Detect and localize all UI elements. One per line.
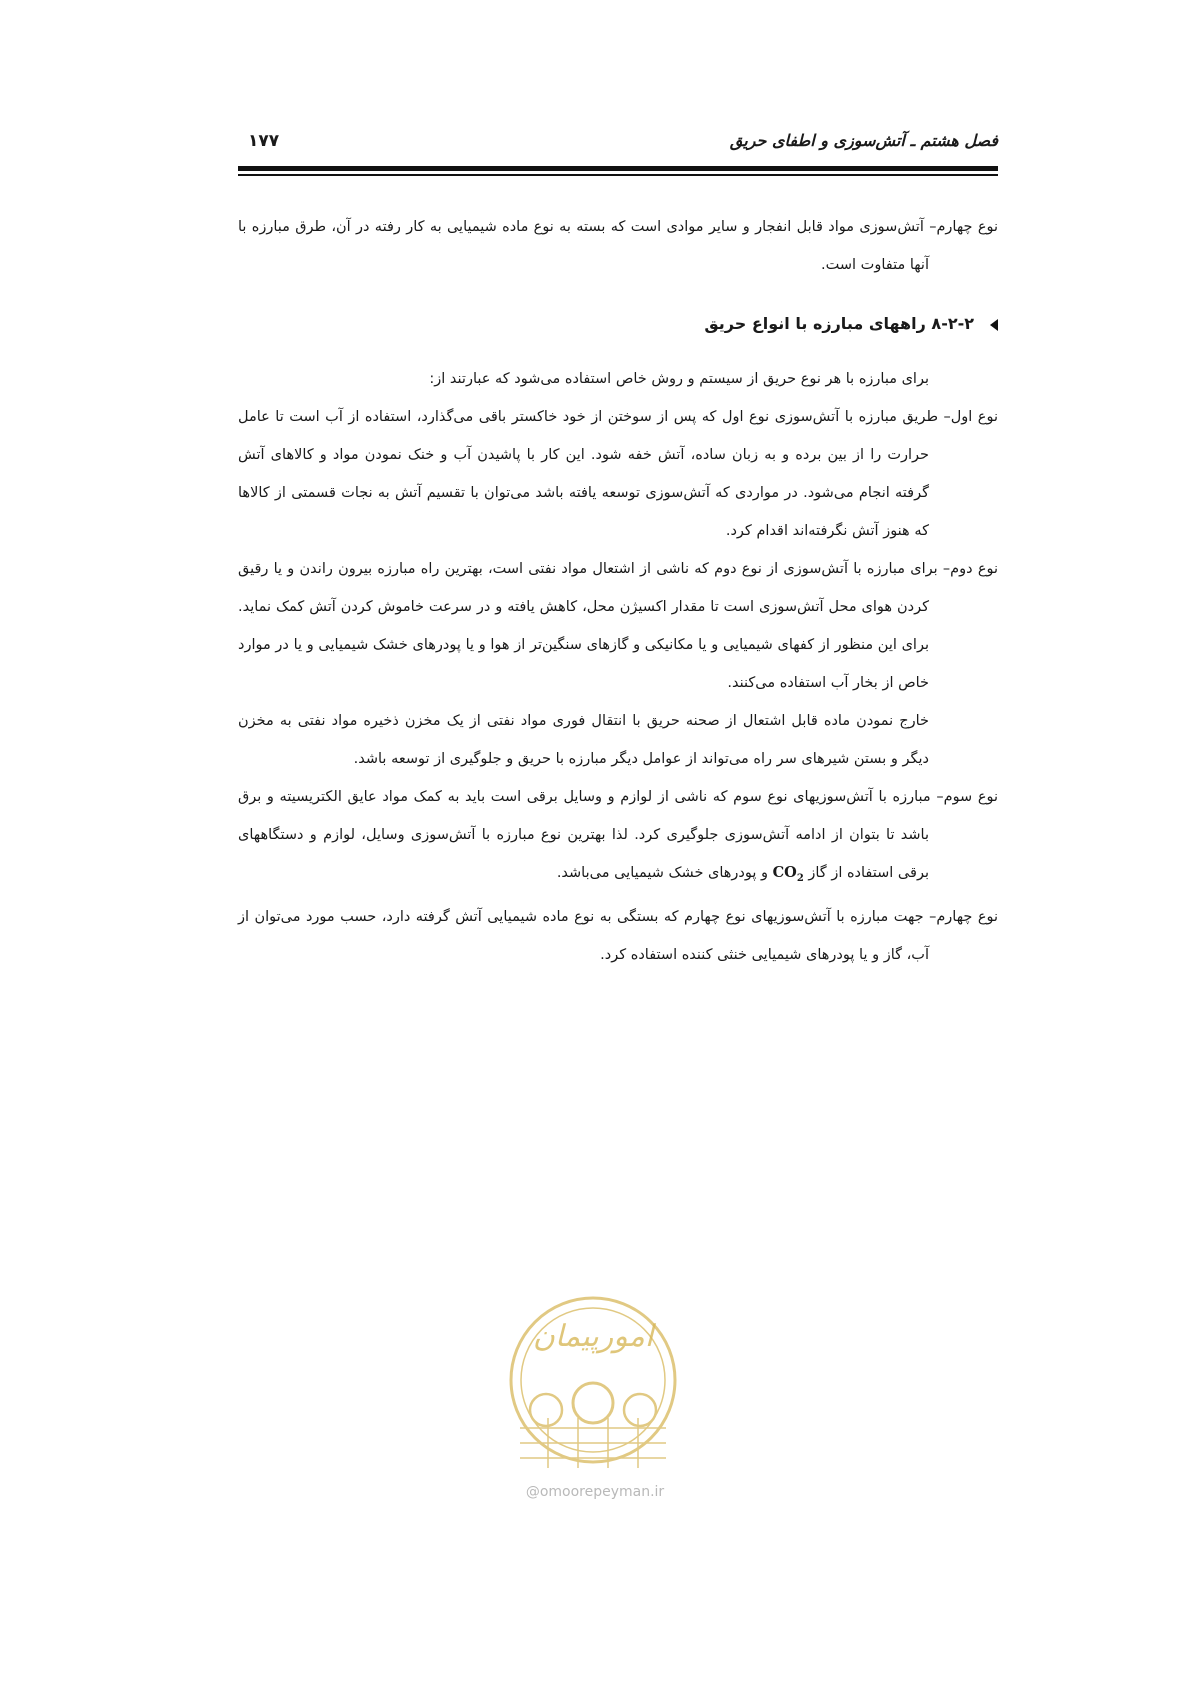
watermark-logo: [488, 1288, 698, 1478]
section-heading: [238, 306, 998, 342]
item-text-tail: و پودرهای خشک شیمیایی می‌باشد.: [556, 865, 769, 881]
item-label: نوع چهارم–: [929, 908, 998, 925]
excavator-gear-icon: [624, 1394, 656, 1426]
page-number: ۱۷۷: [248, 131, 280, 151]
bullet-triangle-icon: [990, 319, 998, 331]
paragraph-type2-extra: [238, 702, 998, 778]
page-header: [238, 128, 998, 154]
item-text: مبارزه با آتش‌سوزیهای نوع سوم که ناشی از لوازم و وسایل برقی است باید به کمک مواد عایق الکتریسیته و برق باشد تا بتوان از ادامه آتش‌سوزی جلوگیری کرد. لذا بهترین نوع مبارزه با آتش‌سوزی وسایل، لوازم و دستگاههای برقی استفاده از گاز: [238, 789, 931, 881]
header-rule-thick: [238, 166, 998, 171]
section-intro: [238, 360, 998, 398]
section-intro-text: برای مبارزه با هر نوع حریق از سیستم و روش خاص استفاده می‌شود که عبارتند از:: [429, 371, 929, 387]
chapter-title: فصل هشتم ـ آتش‌سوزی و اطفای حریق: [729, 131, 998, 150]
scales-gear-icon: [530, 1394, 562, 1426]
co2-main: CO: [772, 864, 797, 881]
item-text: برای مبارزه با آتش‌سوزی از نوع دوم که ناشی از اشتعال مواد نفتی است، بهترین راه مبارزه بیرون راندن و یا رقیق کردن هوای محل آتش‌سوزی است تا مقدار اکسیژن محل، کاهش یافته و در سرعت خاموش کردن آتش کمک نماید. برای این منظور از کفهای شیمیایی و یا مکانیکی و گازهای سنگین‌تر از هوا و یا پودرهای خشک شیمیایی و یا در موارد خاص از بخار آب استفاده می‌کنند.: [238, 561, 938, 691]
paragraph-type4: [238, 898, 998, 974]
paragraph-type2: [238, 550, 998, 702]
item-text: خارج نمودن ماده قابل اشتعال از صحنه حریق با انتقال فوری مواد نفتی از یک مخزن ذخیره مواد نفتی به مخزن دیگر و بستن شیرهای سر راه می‌تواند از عوامل دیگر مبارزه با حریق و جلوگیری از توسعه باشد.: [238, 713, 929, 767]
item-text: طریق مبارزه با آتش‌سوزی نوع اول که پس از سوختن از خود خاکستر باقی می‌گذارد، استفاده از آب است تا عامل حرارت را از بین برده و به زبان ساده، آتش خفه شود. این کار با پاشیدن آب و خنک نمودن مواد و کالاهای آتش گرفته انجام می‌شود. در مواردی که آتش‌سوزی توسعه یافته باشد می‌توان با تقسیم آتش به نجات قسمتی از کالاها که هنوز آتش نگرفته‌اند اقدام کرد.: [238, 409, 938, 539]
paragraph-type4-explosive: [238, 208, 998, 284]
co2-subscript: 2: [796, 872, 804, 884]
item-text: جهت مبارزه با آتش‌سوزیهای نوع چهارم که بستگی به نوع ماده شیمیایی آتش گرفته دارد، حسب مورد می‌توان از آب، گاز و یا پودرهای شیمیایی خنثی کننده استفاده کرد.: [238, 908, 929, 963]
co2-formula: [772, 864, 804, 884]
header-rule-thin: [238, 174, 998, 176]
item-label: نوع اول–: [943, 409, 998, 425]
section-heading-text: ۸-۲-۲ راههای مبارزه با انواع حریق: [704, 314, 974, 333]
logo-calligraphy: امورپیمان: [532, 1319, 654, 1354]
body-text: [238, 208, 998, 974]
item-label: نوع سوم–: [936, 789, 999, 805]
paragraph-type1: [238, 398, 998, 550]
paragraph-type3: [238, 778, 998, 898]
item-text: آتش‌سوزی مواد قابل انفجار و سایر موادی است که بسته به نوع ماده شیمیایی به کار رفته در آن، طرق مبارزه با آنها متفاوت است.: [238, 219, 929, 273]
item-label: نوع چهارم–: [929, 219, 998, 235]
gear-icon: [573, 1383, 613, 1423]
item-label: نوع دوم–: [942, 561, 998, 577]
watermark-site: @omoorepeyman.ir: [525, 1484, 665, 1500]
